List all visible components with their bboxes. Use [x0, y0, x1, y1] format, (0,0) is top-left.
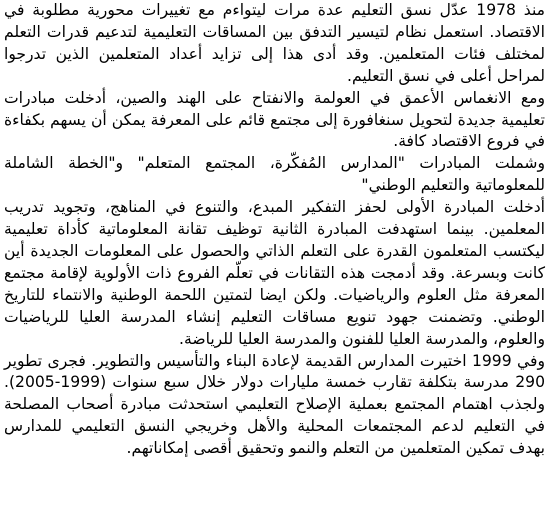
paragraph-reform-since-1978: منذ 1978 عدّل نسق التعليم عدة مرات ليتواءم مع تغييرات محورية مطلوبة في الاقتصاد. استعمل نظام لتيسير التدفق بين المساقات التعليمية لتدعيم قدرات التعلم لمختلف فئات المتعلمين. وقد أدى هذا إلى تزايد أعداد المتعلمين الذين تدرجوا لمراحل أعلى في نسق التعليم. — [4, 1, 546, 85]
paragraph-initiative-details: أدخلت المبادرة الأولى لحفز التفكير المبدع، والتنوع في المناهج، وتجويد تدريب المعلمين. بينما استهدفت المبادرة الثانية توظيف تقانة المعلوماتية كأداة تعليمية ليكتسب المتعلمون القدرة على التعلم الذاتي والحصول على المعلومات الجديدة أين كانت وبسرعة. وقد أدمجت هذه التقانات في تعلّم الفروع ذات الأولوية لإقامة مجتمع المعرفة مثل العلوم والرياضيات. ولكن ايضا لتمتين اللحمة الوطنية والانتماء للتاريخ الوطني. وتضمنت جهود تنويع مساقات التعليم إنشاء المدرسة العليا للرياضيات والعلوم، والمدرسة العليا للفنون والمدرسة العليا للرياضة. — [4, 198, 545, 348]
paragraph-globalization: ومع الانغماس الأعمق في العولمة والانفتاح على الهند والصين، أدخلت مبادرات تعليمية جديدة لتحويل سنغافورة إلى مجتمع قائم على المعرفة يمكن أن يسهم بكفاءة في فروع الاقتصاد كافة. — [4, 88, 545, 151]
paragraph-initiatives: وشملت المبادرات "المدارس المُفكّرة، المجتمع المتعلم" و"الخطة الشاملة للمعلوماتية والتعليم الوطني" — [4, 154, 545, 195]
paragraph-school-rebuilding: وفي 1999 اختيرت المدارس القديمة لإعادة البناء والتأسيس والتطوير. فجرى تطوير 290 مدرسة بتكلفة تقارب خمسة مليارات دولار خلال سبع سنوات (1999-2005). ولجذب اهتمام المجتمع بعملية الإصلاح التعليمي استحدثت مبادرة أصحاب المصلحة في التعليم لدعم المجتمعات المحلية والأهل وخريجي النسق التعليمي للمدارس بهدف تمكين المتعلمين من التعلم والنمو وتحقيق أقصى إمكاناتهم. — [4, 351, 545, 458]
